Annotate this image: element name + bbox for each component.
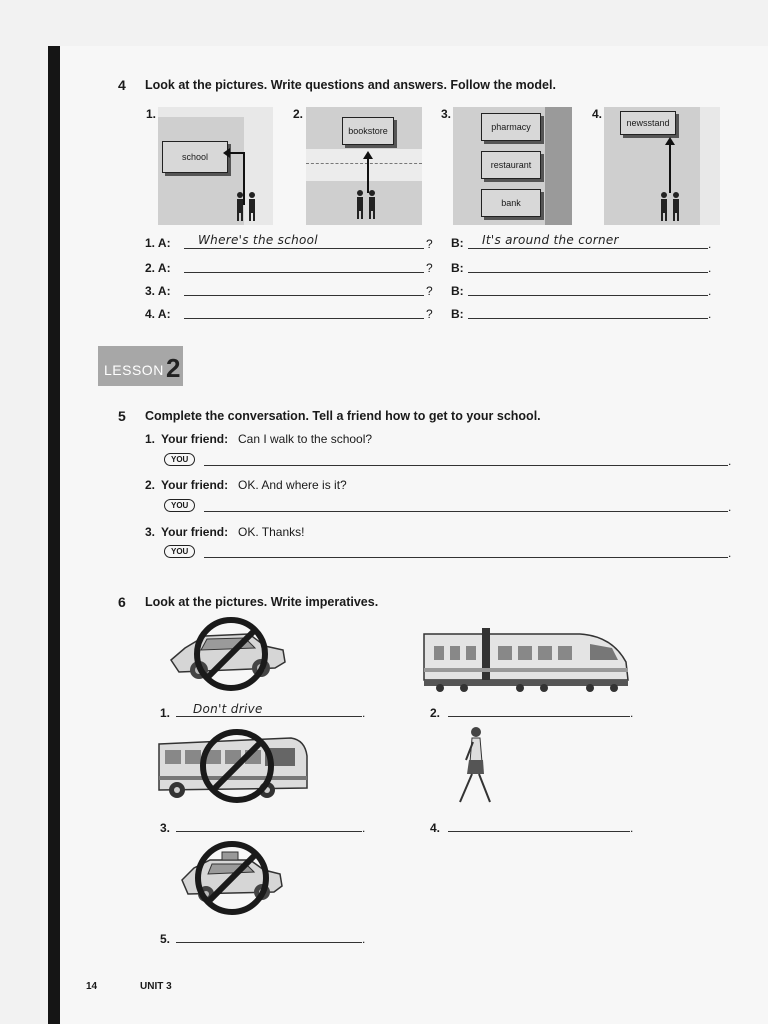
row-1-question-line[interactable]	[184, 248, 424, 249]
item-3-period: .	[728, 546, 732, 560]
no-taxi-icon	[178, 838, 286, 918]
item-2-speaker: Your friend:	[161, 478, 229, 492]
you-speech-bubble-icon: YOU	[164, 453, 195, 466]
row-4-question-line[interactable]	[184, 318, 424, 319]
ex6-item-4-period: .	[630, 821, 634, 835]
item-2-number: 2.	[145, 478, 156, 492]
ex6-item-3-number: 3.	[160, 821, 171, 835]
item-3-speaker: Your friend:	[161, 525, 229, 539]
picture-3-three-stores	[453, 107, 572, 225]
restaurant-sign: restaurant	[481, 151, 541, 179]
ex6-item-4-number: 4.	[430, 821, 441, 835]
bank-sign: bank	[481, 189, 541, 217]
row-2-period: .	[708, 261, 712, 275]
picture-4-newsstand	[604, 107, 720, 225]
item-3-response-line[interactable]	[204, 557, 728, 558]
straight-arrow-icon	[663, 135, 677, 195]
ex6-item-2-period: .	[630, 706, 634, 720]
ex6-item-2-number: 2.	[430, 706, 441, 720]
unit-label: UNIT 3	[140, 981, 172, 992]
walking-woman-icon	[452, 726, 496, 808]
item-1-speaker: Your friend:	[161, 432, 229, 446]
row-3-question-line[interactable]	[184, 295, 424, 296]
picture-4-number: 4.	[592, 107, 603, 121]
item-3-number: 3.	[145, 525, 156, 539]
exercise-6-number: 6	[118, 594, 126, 610]
row-4-a-label: 4. A:	[145, 307, 171, 321]
people-icon	[656, 191, 686, 223]
page-number: 14	[86, 981, 98, 992]
item-1-number: 1.	[145, 432, 156, 446]
ex6-item-3-period: .	[362, 821, 366, 835]
item-2-period: .	[728, 500, 732, 514]
lesson-label: LESSON	[104, 362, 164, 378]
row-3-period: .	[708, 284, 712, 298]
row-4-period: .	[708, 307, 712, 321]
row-1-question-mark: ?	[426, 237, 433, 251]
row-2-b-label: B:	[451, 261, 464, 275]
exercise-5-number: 5	[118, 408, 126, 424]
row-3-b-label: B:	[451, 284, 464, 298]
picture-2-number: 2.	[293, 107, 304, 121]
row-4-b-label: B:	[451, 307, 464, 321]
item-1-period: .	[728, 454, 732, 468]
people-icon	[352, 189, 382, 221]
ex6-item-5-line[interactable]	[176, 942, 362, 943]
you-speech-bubble-icon: YOU	[164, 499, 195, 512]
row-1-b-label: B:	[451, 236, 464, 250]
you-speech-bubble-icon: YOU	[164, 545, 195, 558]
ex6-item-5-period: .	[362, 932, 366, 946]
row-3-answer-line[interactable]	[468, 295, 708, 296]
row-3-a-label: 3. A:	[145, 284, 171, 298]
row-2-question-mark: ?	[426, 261, 433, 275]
ex6-item-1-line[interactable]	[176, 716, 362, 717]
picture-1-school-corner	[158, 107, 273, 225]
row-2-a-label: 2. A:	[145, 261, 171, 275]
pharmacy-sign: pharmacy	[481, 113, 541, 141]
school-sign: school	[162, 141, 228, 173]
ex6-item-1-period: .	[362, 706, 366, 720]
picture-2-bookstore-across	[306, 107, 422, 225]
no-bus-icon	[155, 726, 310, 806]
lesson-number: 2	[166, 353, 181, 383]
people-icon	[232, 191, 262, 223]
ex6-item-1-answer: Don't drive	[193, 702, 263, 716]
item-1-friend-text: Can I walk to the school?	[238, 432, 373, 446]
ex6-item-5-number: 5.	[160, 932, 171, 946]
item-2-friend-text: OK. And where is it?	[238, 478, 347, 492]
item-3-friend-text: OK. Thanks!	[238, 525, 305, 539]
exercise-4-instruction: Look at the pictures. Write questions and answers. Follow the model.	[145, 78, 556, 92]
row-2-question-line[interactable]	[184, 272, 424, 273]
binding-spine	[48, 46, 60, 1024]
ex6-item-4-line[interactable]	[448, 831, 630, 832]
item-2-response-line[interactable]	[204, 511, 728, 512]
row-3-question-mark: ?	[426, 284, 433, 298]
ex6-item-2-line[interactable]	[448, 716, 630, 717]
row-1-period: .	[708, 237, 712, 251]
ex6-item-1-number: 1.	[160, 706, 171, 720]
row-1-answer-text: It's around the corner	[482, 233, 619, 247]
row-4-answer-line[interactable]	[468, 318, 708, 319]
row-1-a-label: 1. A:	[145, 236, 171, 250]
bookstore-sign: bookstore	[342, 117, 394, 145]
picture-3-number: 3.	[441, 107, 452, 121]
row-2-answer-line[interactable]	[468, 272, 708, 273]
item-1-response-line[interactable]	[204, 465, 728, 466]
exercise-6-instruction: Look at the pictures. Write imperatives.	[145, 595, 379, 609]
no-car-icon	[165, 612, 290, 694]
exercise-5-instruction: Complete the conversation. Tell a friend how to get to your school.	[145, 409, 541, 423]
row-4-question-mark: ?	[426, 307, 433, 321]
picture-1-number: 1.	[146, 107, 157, 121]
train-icon	[420, 626, 634, 696]
row-1-question-answer: Where's the school	[198, 233, 318, 247]
ex6-item-3-line[interactable]	[176, 831, 362, 832]
newsstand-sign: newsstand	[620, 111, 676, 135]
row-1-answer-line[interactable]	[468, 248, 708, 249]
exercise-4-number: 4	[118, 77, 126, 93]
